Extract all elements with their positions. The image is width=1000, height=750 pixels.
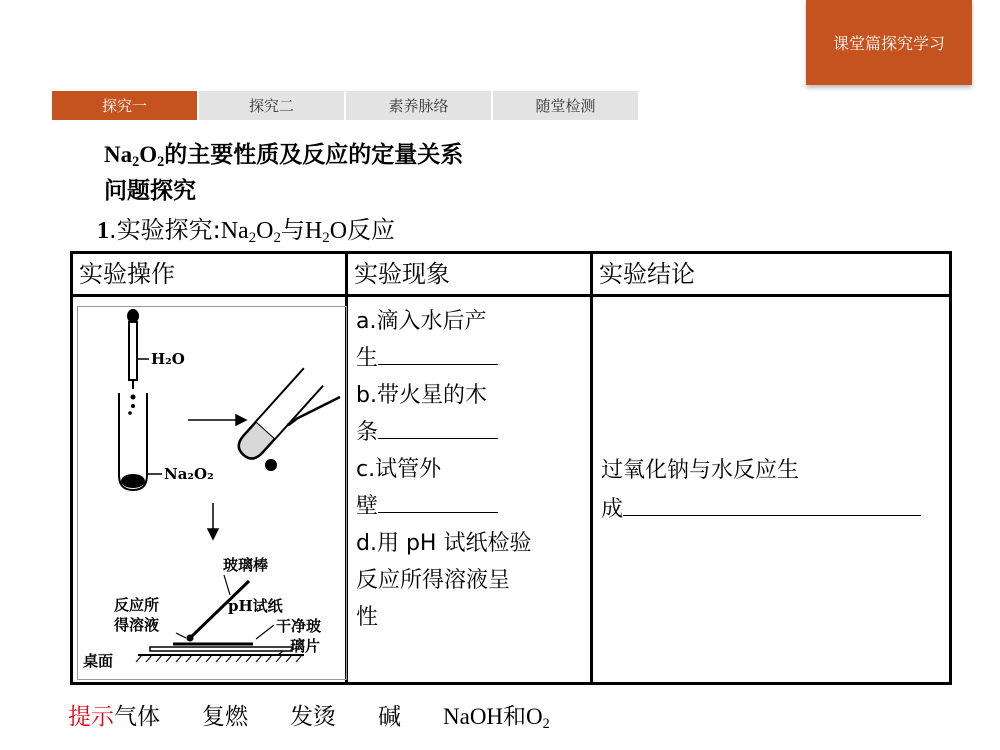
blank-c[interactable] xyxy=(378,511,498,513)
label-glass-slide-2: 璃片 xyxy=(290,637,321,655)
water-drops-icon xyxy=(128,395,135,415)
conclusion-line2: 成 xyxy=(601,490,941,529)
label-desk: 桌面 xyxy=(83,652,114,670)
label-ph-paper: pH试纸 xyxy=(228,597,283,615)
solution-drop-icon xyxy=(187,635,194,642)
peroxide-powder-icon xyxy=(121,474,145,488)
desk-hatching-icon xyxy=(136,655,302,662)
hint-answer-c: 发烫 xyxy=(290,704,336,730)
obs-d-line3: 性 xyxy=(356,605,379,630)
label-peroxide: Na₂O₂ xyxy=(164,465,214,483)
header-conclusion: 实验结论 xyxy=(592,253,951,296)
obs-b-line2: 条 xyxy=(356,414,586,451)
phenomenon-cell xyxy=(347,296,592,684)
hint-answer-conclusion: NaOH和O xyxy=(443,704,543,729)
tilted-test-tube-icon xyxy=(234,368,324,463)
hint-label: 提示 xyxy=(68,704,114,730)
operation-cell xyxy=(72,296,347,684)
label-water: H₂O xyxy=(151,350,185,368)
page-title: $Na_2O_2$的主要性质及反应的定量关系 xyxy=(104,141,464,170)
experiment-title: 1.实验探究$:Na_2O_2$与$H_2O$反应 xyxy=(97,216,396,246)
glowing-splint-icon xyxy=(288,397,340,425)
blank-b[interactable] xyxy=(378,437,498,439)
experiment-table xyxy=(70,251,952,685)
tab-explore-2[interactable]: 探究二 xyxy=(199,91,344,120)
tab-literacy-context[interactable]: 素养脉络 xyxy=(346,91,491,120)
obs-a-line1: a.滴入水后产 xyxy=(356,309,487,334)
glass-slide-icon xyxy=(150,647,292,651)
obs-d-line1: d.用 pH 试纸检验 xyxy=(356,531,532,556)
label-solution-2: 得溶液 xyxy=(114,616,160,634)
tab-bar xyxy=(52,91,638,120)
tab-classroom-test[interactable]: 随堂检测 xyxy=(493,91,638,120)
conclusion-line1: 过氧化钠与水反应生 xyxy=(601,457,800,483)
blank-a[interactable] xyxy=(378,363,498,365)
conclusion-cell xyxy=(592,296,951,684)
obs-c-line2: 壁 xyxy=(356,488,586,525)
reaction-residue-icon xyxy=(265,459,277,471)
hint-answer-a: 气体 xyxy=(114,704,160,730)
obs-a-line2: 生 xyxy=(356,340,586,377)
hint-line xyxy=(68,700,550,734)
arrow-down-icon xyxy=(208,503,218,539)
subtitle: 问题探究 xyxy=(104,177,196,204)
dropper-icon xyxy=(128,310,138,389)
obs-b-line1: b.带火星的木 xyxy=(356,383,487,408)
label-solution-1: 反应所 xyxy=(114,596,160,614)
blank-conclusion[interactable] xyxy=(623,514,921,516)
obs-d-line2: 反应所得溶液呈 xyxy=(356,568,511,593)
hint-answer-sub: 2 xyxy=(542,716,550,732)
hint-answer-d: 碱 xyxy=(378,704,401,730)
arrow-right-icon xyxy=(188,415,246,425)
tab-explore-1[interactable]: 探究一 xyxy=(52,91,197,120)
obs-c-line1: c.试管外 xyxy=(356,457,442,482)
header-operation: 实验操作 xyxy=(72,253,347,296)
label-glass-rod: 玻璃棒 xyxy=(223,556,269,574)
label-glass-slide-1: 干净玻 xyxy=(276,617,322,635)
section-label: 课堂篇探究学习 xyxy=(806,0,972,85)
header-phenomenon: 实验现象 xyxy=(347,253,592,296)
experiment-figure xyxy=(77,306,347,680)
hint-answer-b: 复燃 xyxy=(202,704,248,730)
